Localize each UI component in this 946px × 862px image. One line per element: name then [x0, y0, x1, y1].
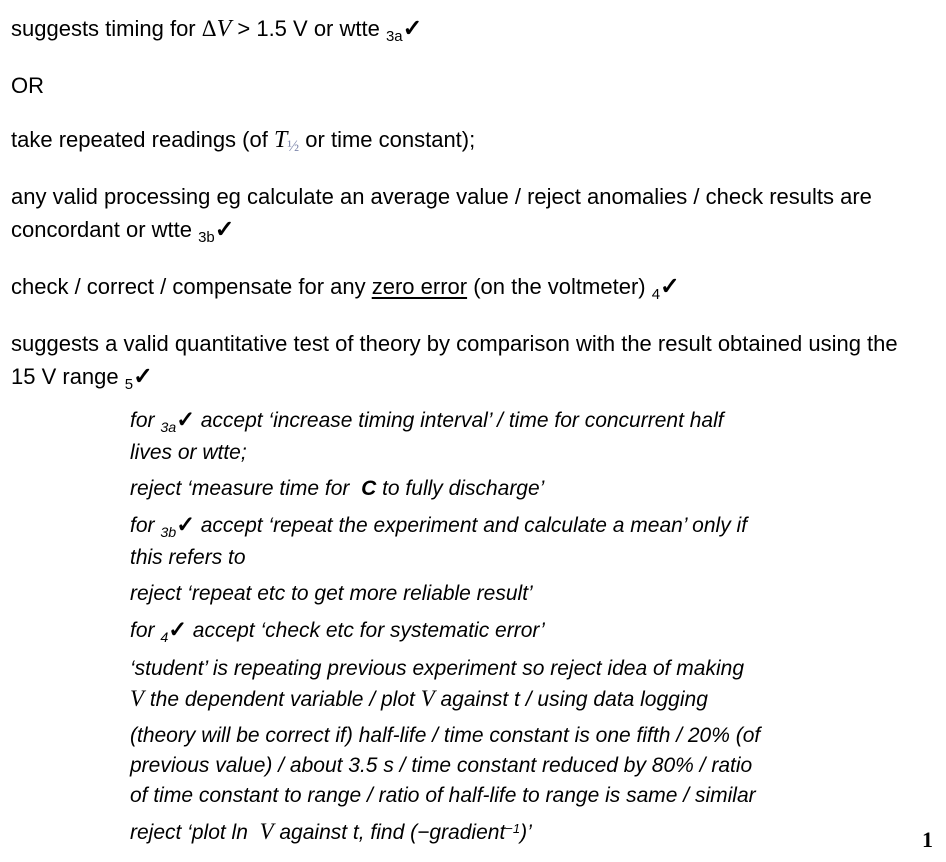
- point-repeated-readings: [11, 123, 935, 159]
- text-line: [11, 69, 935, 102]
- text-line: [130, 781, 850, 811]
- text-segment: to fully discharge’: [376, 477, 545, 500]
- text-line: [130, 654, 850, 684]
- mark-label-5: 5: [124, 375, 134, 393]
- text-line: [11, 180, 935, 213]
- text-line: [130, 615, 850, 648]
- text-line: [130, 438, 850, 468]
- superscript-minus-1: −1: [505, 821, 521, 837]
- text-segment: (on the voltmeter): [467, 274, 652, 299]
- guidance-3b-accept: [130, 510, 850, 573]
- voltage-variable: V: [130, 686, 144, 711]
- text-segment: reject ‘plot ln: [130, 821, 260, 844]
- guidance-reject-plot: [130, 817, 850, 850]
- delta-symbol: Δ: [201, 15, 217, 41]
- text-segment: lives or wtte;: [130, 441, 247, 464]
- text-line: [130, 684, 850, 715]
- text-segment: suggests timing for: [11, 16, 202, 41]
- text-line: [11, 213, 935, 249]
- text-segment: or time constant);: [299, 127, 476, 152]
- text-line: [130, 817, 850, 850]
- point-4: [11, 270, 935, 306]
- voltage-variable: V: [420, 686, 435, 711]
- capacitor-symbol: C: [361, 477, 377, 500]
- guidance-theory: [130, 721, 850, 811]
- examiner-guidance-block: [130, 405, 850, 850]
- point-3b: [11, 180, 935, 249]
- text-line: [130, 579, 850, 609]
- text-segment: reject ‘measure time for: [130, 477, 362, 500]
- tick-icon: ✓: [176, 512, 195, 537]
- tick-icon: ✓: [402, 15, 423, 41]
- text-line: [11, 360, 935, 396]
- text-segment: reject ‘repeat etc to get more reliable result’: [130, 582, 533, 605]
- text-segment: concordant or wtte: [11, 217, 199, 242]
- page-number: 1: [922, 827, 933, 852]
- text-segment: take repeated readings (of: [11, 127, 274, 152]
- mark-label-3b: 3b: [198, 228, 215, 246]
- voltage-variable: V: [259, 819, 274, 844]
- text-segment: for: [130, 409, 161, 432]
- text-segment: this refers to: [130, 546, 246, 569]
- zero-error-underlined: zero error: [371, 274, 468, 299]
- text-segment: suggests a valid quantitative test of theory by comparison with the result obtained using the: [11, 331, 898, 356]
- text-line: [130, 543, 850, 573]
- half-life-symbol: T: [273, 127, 288, 153]
- text-segment: accept ‘increase timing interval’ / time for concurrent half: [194, 409, 724, 432]
- tick-icon: ✓: [660, 273, 680, 299]
- mark-label-4: 4: [160, 629, 169, 646]
- guidance-3a-reject: [130, 474, 850, 504]
- text-segment: accept ‘repeat the experiment and calculate a mean’ only if: [194, 514, 748, 537]
- text-segment: accept ‘check etc for systematic error’: [186, 619, 545, 642]
- text-segment: against t / using data logging: [434, 688, 708, 711]
- text-line: [130, 474, 850, 504]
- point-3a: [11, 12, 935, 48]
- text-segment: OR: [11, 73, 44, 98]
- text-line: [130, 405, 850, 438]
- text-segment: check / correct / compensate for any: [11, 274, 372, 299]
- tick-icon: ✓: [133, 363, 153, 389]
- tick-icon: ✓: [168, 617, 187, 642]
- voltage-variable: V: [216, 16, 232, 42]
- text-segment: any valid processing eg calculate an average value / reject anomalies / check results are: [11, 184, 872, 209]
- text-segment: 15 V range: [11, 364, 125, 389]
- mark-label-4: 4: [651, 285, 661, 303]
- text-segment: > 1.5 V or wtte: [231, 16, 386, 41]
- text-line: [11, 123, 935, 159]
- text-line: [11, 327, 935, 360]
- text-line: [11, 12, 935, 48]
- text-segment: ‘student’ is repeating previous experiment so reject idea of making: [130, 657, 745, 680]
- text-segment: for: [130, 514, 161, 537]
- guidance-3a-accept: [130, 405, 850, 468]
- text-segment: )’: [520, 821, 532, 844]
- text-segment: of time constant to range / ratio of half-life to range is same / similar: [130, 784, 756, 807]
- text-line: [11, 270, 935, 306]
- tick-icon: ✓: [176, 407, 195, 432]
- text-segment: for: [130, 619, 161, 642]
- text-segment: the dependent variable / plot: [143, 688, 421, 711]
- mark-label-3a: 3a: [160, 419, 177, 436]
- tick-icon: ✓: [214, 216, 235, 242]
- mark-label-3a: 3a: [385, 27, 403, 45]
- half-subscript: ½: [287, 138, 300, 156]
- text-segment: previous value) / about 3.5 s / time constant reduced by 80% / ratio: [130, 754, 753, 777]
- marking-points-block: [11, 12, 935, 396]
- guidance-4-accept: [130, 615, 850, 648]
- text-line: [130, 721, 850, 751]
- text-segment: against t, find (−gradient: [273, 821, 506, 844]
- text-line: [130, 510, 850, 543]
- text-segment: (theory will be correct if) half-life / time constant is one fifth / 20% (of: [130, 724, 761, 747]
- or-separator: [11, 69, 935, 102]
- point-5: [11, 327, 935, 396]
- mark-label-3b: 3b: [160, 524, 177, 541]
- text-line: [130, 751, 850, 781]
- guidance-3b-reject: [130, 579, 850, 609]
- guidance-student: [130, 654, 850, 715]
